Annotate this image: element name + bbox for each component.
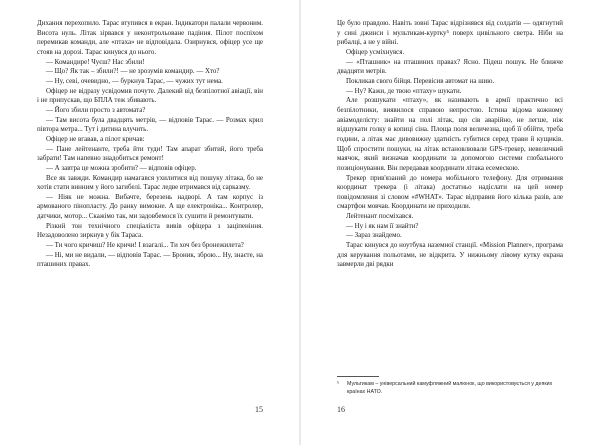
paragraph: — Пане лейтенанте, треба йти туди! Там апарат збитий, його треба забрати! Там напевно знадобиться ремонт!: [37, 144, 263, 163]
footnote-divider: [337, 376, 379, 377]
page-number-left: 15: [255, 405, 263, 414]
paragraph: — Зараз знайдемо.: [346, 231, 402, 240]
paragraph: Офіцер не відразу усвідомив почуте. Далекий від безпілотної авіації, він і не припускав, що БПЛА теж збивають.: [37, 86, 263, 105]
paragraph: Офіцер не вгавав, а пілот кричав:: [46, 134, 145, 143]
footnote-marker: ⁵: [337, 381, 340, 387]
paragraph: — Ну? Кажи, де твою «птаху» шукати.: [346, 86, 462, 95]
paragraph: — Його збили просто з автомата?: [46, 105, 146, 114]
footnote: [337, 381, 563, 396]
paragraph: Це було правдою. Навіть зовні Тарас відрізнявся від солдатів — одягнутий у сині джинси і мультикам-куртку⁵ поверх цивільного светра. Ніби на рибалці, а не у війні.: [337, 19, 563, 47]
page-number-right: 16: [337, 405, 345, 414]
paragraph: — Що? Як так – збили?! — не зрозумів командир. — Хто?: [46, 67, 220, 76]
right-page: [300, 0, 600, 445]
paragraph: — «Пташник» на пташиних правах? Ясно. Підеш пошук. Не ближче двадцяти метрів.: [337, 57, 563, 76]
paragraph: — Командире! Чуєш? Нас збили!: [46, 57, 145, 66]
paragraph: Тарас кинувся до ноутбука наземної станції. «Mission Planner», програма для керування польотами, не відкрита. У нижньому лівому кутку екрана завмерли дві рядки: [337, 241, 563, 269]
paragraph: — Там висота була двадцять метрів, — відповів Тарас. — Розмах крил півтора метра... Тут і дитина влучить.: [37, 115, 263, 134]
paragraph: Покликав свого бійця. Перевісив автомат на шию.: [346, 76, 495, 85]
paragraph: — Ну і як нам її знайти?: [346, 221, 419, 230]
footnote-text: Мультикам – універсальний камуфляжний малюнок, що використовується у деяких країнах НАТО.: [347, 381, 553, 395]
paragraph: — Ну, севі, очевидно, — буркнув Тарас, — чужих тут нема.: [46, 76, 223, 85]
paragraph: Лейтенант посміхався.: [346, 212, 414, 221]
right-page-body: [337, 19, 563, 270]
paragraph: Дихання перехопило. Тарас втупився в екран. Індикатори палали червоним. Висота нуль. Літак зірвався у неконтрольоване падіння. Пілот поспіхом перемикав команди, але «птаха» не відповідала. Озирнувся, офіцер усе ще стояв на дорозі. Тарас кинувся до нього.: [37, 19, 263, 56]
paragraph: — А завтра це можна зробити? — відповів офіцер.: [46, 163, 197, 172]
paragraph: Все як завжди. Командир намагався ухилитися від пошуку літака, бо не хотів стати винним у його загибелі. Тарас ледве втримався від сарказму.: [37, 173, 263, 192]
paragraph: Різкий тон технічного спеціаліста вивів офіцера з заціпеніння. Незадоволено зиркнув у бік Тараса.: [37, 221, 263, 240]
paragraph: — Ти чого кричиш? Не кричи! І взагалі... Ти хоч без бронежилета?: [46, 241, 244, 250]
paragraph: Трекер прив'язаний до номера мобільного телефону. Для отримання координат трекера (і літака) достатньо надіслати на цей номер повідомлення зі словом «#WHAT». Тарас відправив його кілька разів, але смартфон мовчав. Координати не приходили.: [337, 173, 563, 211]
paragraph: — Ні, ми не видали, — відповів Тарас. — Броник, зброю... Ну, знаєте, на пташиних правах.: [37, 250, 263, 269]
left-page-body: [37, 19, 263, 270]
paragraph: Але розшукати «птаху», як називають в армії практично всі безпілотники, виявилося справою непростою. Істина відома кожному авіамоделісту: знайти на полі літак, що сів аварійно, не легше, ніж відшукати голку в копиці сіна. Площа поля величезна, щоб її обійти, треба години, а літак має дивовижну здатність губитися серед трави й кущиків. Щоб спростити пошуки, на літак встановлювали GPS-трекер, невеличкий маячок, який визначав координати за допомогою системи глобального позиціонування. Він передавав координати літака есемескою.: [337, 96, 563, 172]
paragraph: Офіцер усміхнувся.: [346, 47, 405, 56]
paragraph: — Ніяк не можна. Вибачте, березень надворі. А там корпус із армованого пінопласту. До ранку вимокне. А ще електроніка... Контролер, датчики, мотор... Скажімо так, ми задовбемося їх сушити й ремонтувати.: [37, 192, 263, 221]
